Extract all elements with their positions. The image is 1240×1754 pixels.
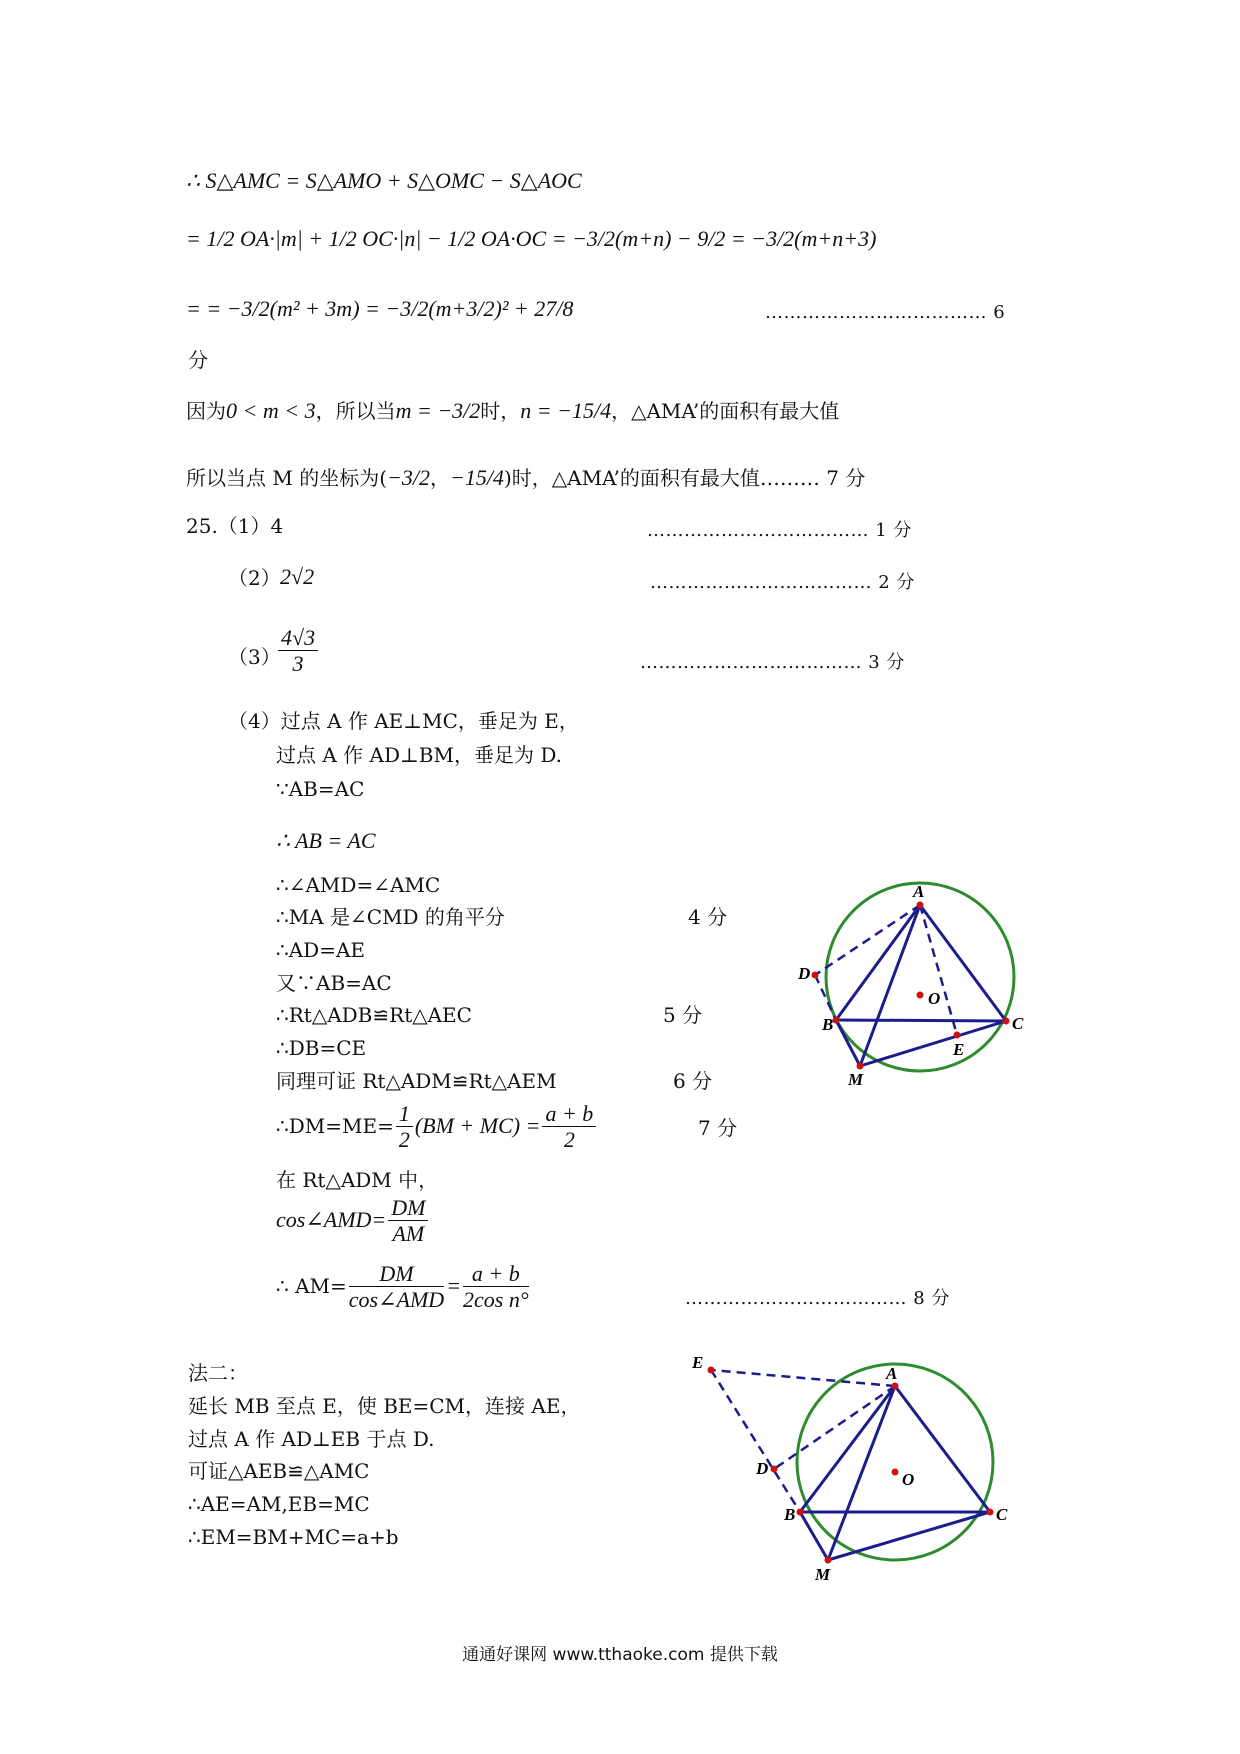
q25-part2-label: （2）: [228, 566, 281, 590]
circumcircle: [797, 1364, 993, 1560]
geometry-figure-2: [680, 1350, 1030, 1590]
part3-numerator: 4√3: [278, 626, 318, 651]
q25-part4-line6: ∴MA 是∠CMD 的角平分: [276, 905, 505, 929]
area-expansion-line: = 1/2 OA·|m| + 1/2 OC·|n| − 1/2 OA·OC = −3/2(m+n) − 9/2 = −3/2(m+n+3): [186, 226, 877, 251]
area-formula-line: ∴ S△AMC = S△AMO + S△OMC − S△AOC: [186, 168, 582, 193]
q25-part4-line11: 同理可证 Rt△ADM≌Rt△AEM: [276, 1069, 557, 1093]
q25-part4-line13: 在 Rt△ADM 中，: [276, 1168, 439, 1192]
q25-part2-value: 2√2: [280, 564, 315, 589]
coord-text-2: )时，△AMA’的面积有最大值……… 7 分: [503, 466, 866, 490]
q25-part4-line8: 又∵AB=AC: [276, 971, 392, 995]
method2-line2: 延长 MB 至点 E，使 BE=CM，连接 AE，: [188, 1394, 581, 1418]
q25-part4-score4: 4 分: [688, 905, 728, 929]
half-num: 1: [396, 1102, 413, 1127]
q25-part3-label: （3）: [228, 645, 281, 669]
q25-part3-value: [276, 626, 320, 676]
q25-part4-line9: ∴Rt△ADB≌Rt△AEC: [276, 1003, 472, 1027]
dashed-ad: [774, 1386, 895, 1469]
dashed-ad: [815, 905, 920, 975]
am-cos-den: cos∠AMD: [348, 1287, 445, 1313]
score-6-unit: 分: [188, 348, 208, 372]
q25-part3-score: ……………………………… 3 分: [640, 652, 905, 673]
half-den: 2: [398, 1127, 410, 1153]
q25-part4-line3: ∵AB=AC: [276, 777, 365, 801]
dashed-ae: [920, 905, 957, 1035]
coord-sep: ，: [429, 466, 450, 490]
label-a: A: [886, 1364, 898, 1383]
label-b: B: [822, 1015, 834, 1034]
q25-part4-line7: ∴AD=AE: [276, 938, 366, 962]
bm-mc-sum: (BM + MC) =: [414, 1112, 541, 1138]
max-condition-line: [186, 400, 839, 422]
label-d: D: [756, 1459, 769, 1478]
score-6-dots: ……………………………… 6: [765, 302, 1006, 323]
label-o: O: [902, 1470, 915, 1489]
label-c: C: [1012, 1014, 1024, 1033]
q25-part4-score6: 6 分: [673, 1069, 713, 1093]
label-m: M: [815, 1565, 831, 1584]
dm-me-text: ∴DM=ME=: [276, 1113, 394, 1138]
max-text-2: ，所以当: [315, 399, 396, 423]
m-coordinate-line: [186, 467, 865, 489]
label-c: C: [996, 1505, 1008, 1524]
coord-text-1: 所以当点 M 的坐标为(: [186, 466, 387, 490]
q25-part4-line1: （4）过点 A 作 AE⊥MC，垂足为 E，: [228, 709, 579, 733]
segment-am: [860, 905, 920, 1066]
q25-part2-score: ……………………………… 2 分: [650, 572, 915, 593]
segment-bm: [836, 1020, 860, 1066]
q25-part4-line2: 过点 A 作 AD⊥BM，垂足为 D.: [276, 743, 563, 767]
segment-bc: [836, 1020, 1006, 1021]
n-value: n = −15/4: [520, 398, 612, 423]
q25-part4-line12: [276, 1102, 598, 1152]
part3-denominator: 3: [292, 651, 304, 677]
q25-part4-line5: ∴∠AMD=∠AMC: [276, 873, 441, 897]
max-text-4: ，△AMA’的面积有最大值: [611, 399, 840, 423]
am-ab-num: a + b: [463, 1262, 529, 1287]
circumcircle: [826, 883, 1014, 1071]
q25-part4-line15: [276, 1262, 531, 1312]
segment-am: [828, 1386, 895, 1560]
label-b: B: [784, 1505, 796, 1524]
method2-line6: ∴EM=BM+MC=a+b: [188, 1525, 399, 1549]
dashed-eb: [711, 1370, 800, 1512]
method2-line4: 可证△AEB≌△AMC: [188, 1459, 370, 1483]
q25-part1: 25.（1）4: [186, 514, 284, 538]
cos-amd-text: cos∠AMD=: [276, 1206, 387, 1232]
q25-part4-line10: ∴DB=CE: [276, 1036, 367, 1060]
page-footer: 通通好课网 www.tthaoke.com 提供下载: [462, 1645, 778, 1665]
ab-num: a + b: [542, 1102, 596, 1127]
method2-line3: 过点 A 作 AD⊥EB 于点 D.: [188, 1427, 435, 1451]
label-e: E: [692, 1353, 704, 1372]
m-range: 0 < m < 3: [226, 398, 316, 423]
method2-line1: 法二：: [188, 1361, 248, 1385]
dashed-ae: [711, 1370, 895, 1386]
geometry-figure-1: [770, 875, 1040, 1095]
q25-part1-score: ……………………………… 1 分: [647, 520, 912, 541]
coord-y: −15/4: [449, 465, 504, 490]
am-equals: =: [446, 1272, 462, 1298]
label-a: A: [913, 882, 925, 901]
max-text-3: 时，: [480, 399, 521, 423]
ab-den: 2: [563, 1127, 575, 1153]
segment-ab: [836, 905, 920, 1020]
label-o: O: [928, 989, 941, 1008]
max-text-1: 因为: [186, 399, 226, 423]
am-den: AM: [392, 1221, 425, 1247]
am-text: ∴ AM=: [276, 1273, 347, 1298]
m-value: m = −3/2: [395, 398, 481, 423]
method2-line5: ∴AE=AM,EB=MC: [188, 1492, 370, 1516]
q25-part4-score8: ……………………………… 8 分: [685, 1288, 950, 1309]
q25-part4-line14: [276, 1196, 430, 1246]
segment-mc: [828, 1512, 990, 1560]
coord-x: −3/2: [387, 465, 430, 490]
dm-num: DM: [388, 1196, 428, 1221]
label-e: E: [953, 1040, 965, 1059]
q25-part4-score5: 5 分: [663, 1003, 703, 1027]
area-completed-square-line: = = −3/2(m² + 3m) = −3/2(m+3/2)² + 27/8: [186, 296, 574, 321]
q25-part4-line4: ∴ AB = AC: [276, 828, 376, 853]
label-m: M: [848, 1070, 864, 1089]
label-d: D: [798, 964, 811, 983]
q25-part4-score7: 7 分: [698, 1116, 738, 1140]
am-dm-num: DM: [349, 1262, 444, 1287]
segment-mc: [860, 1021, 1006, 1066]
am-2cos-den: 2cos n°: [463, 1287, 529, 1313]
